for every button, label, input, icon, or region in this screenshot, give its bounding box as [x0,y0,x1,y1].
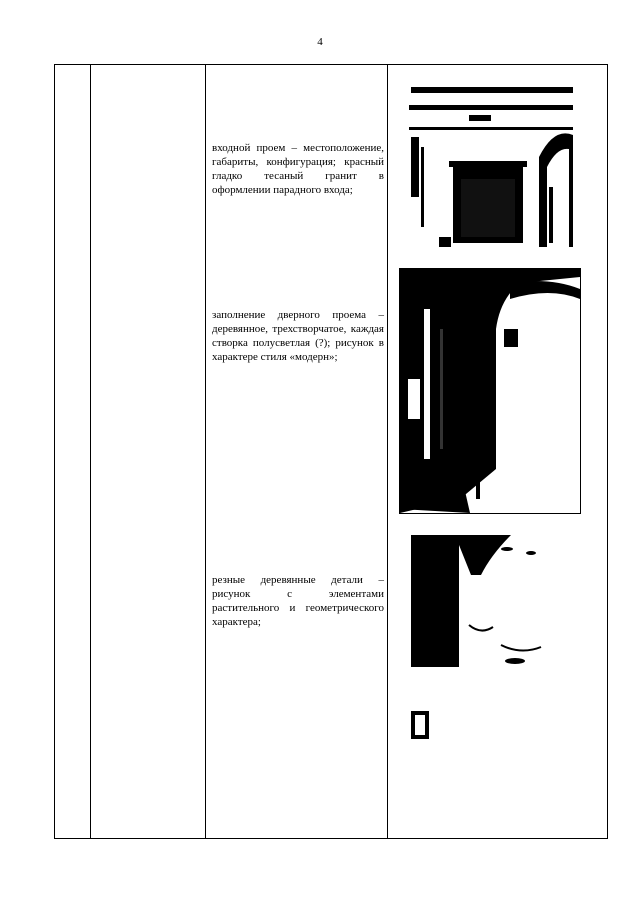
entrance-facade-photo [409,87,573,247]
page-number: 4 [317,36,323,48]
door-filling-photo [399,268,581,514]
entrance-opening-description: входной проем – местоположение, габариты, конфигурация; красный гладко тесаный гранит в оформлении парадного входа; [212,142,384,196]
column-divider-3 [387,65,388,838]
carved-details-description: резные деревянные детали – рисунок с элементами растительного и геометрического характера; [212,574,384,628]
door-filling-description: заполнение дверного проема – деревянное, трехстворчатое, каждая створка полусветлая (?); рисунок в характере стиля «модерн»; [212,309,384,363]
column-divider-2 [205,65,206,838]
subject-table [54,64,608,839]
carved-details-photo [411,535,569,745]
column-divider-1 [90,65,91,838]
